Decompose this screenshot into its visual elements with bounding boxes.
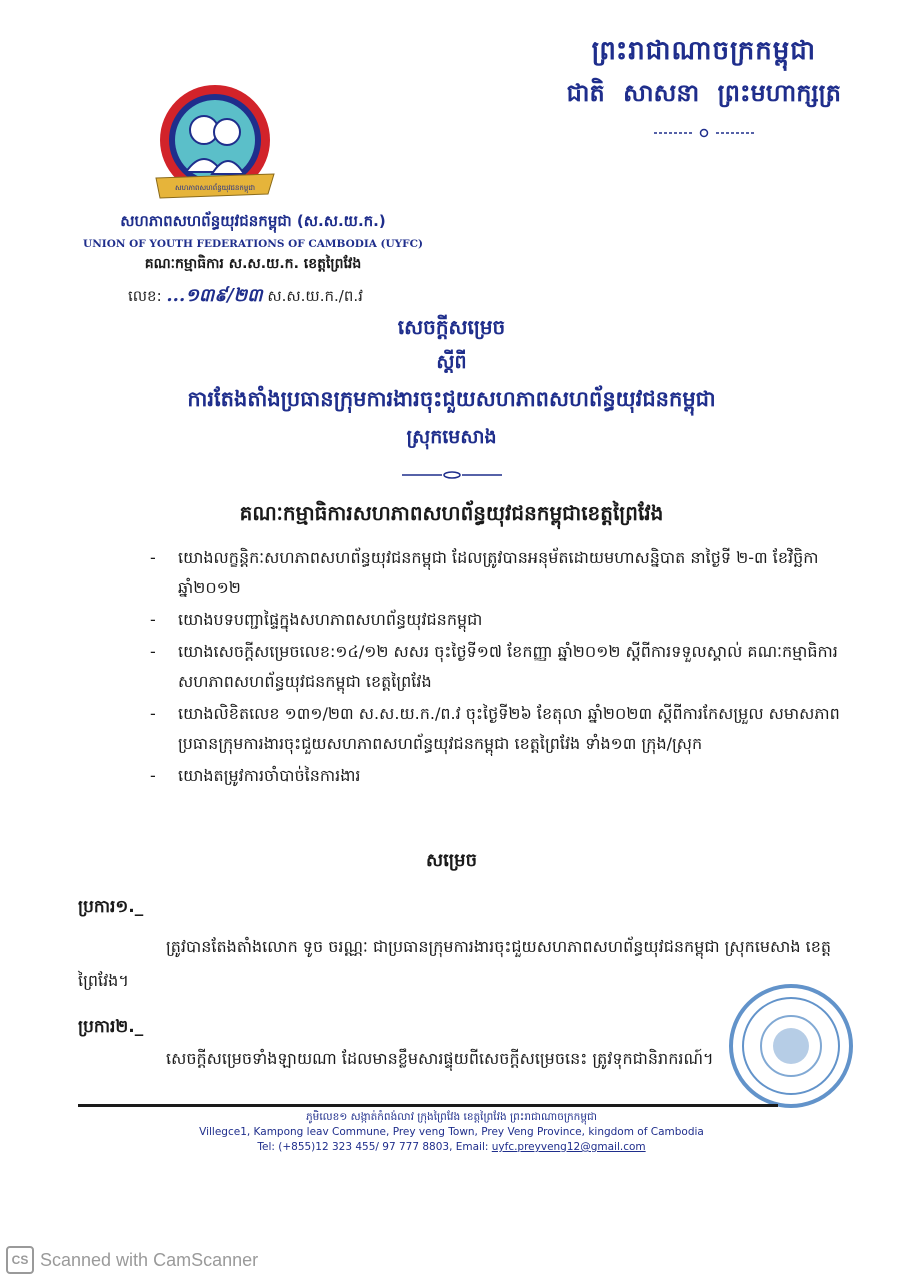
- list-dash: -: [150, 766, 156, 785]
- decision-heading: សម្រេច: [425, 850, 478, 871]
- kingdom-title: ព្រះរាជាណាចក្រកម្ពុជា: [591, 36, 817, 66]
- list-item-text: យោងលិខិតលេខ ១៣១/២៣ ស.ស.យ.ក./ព.វ ចុះថ្ងៃទី២៦ ខែតុលា ឆ្នាំ២០២៣ ស្ដីពីការកែសម្រួល សមាសភាពប្រធានក្រុមការងារចុះជួយសហភាពសហព័ន្ធយុវជនកម្ពុជា ខេត្តព្រៃវែង ទាំង១៣ ក្រុង/ស្រុក: [178, 704, 840, 753]
- footer-address-en: Villegce1, Kampong leav Commune, Prey veng Town, Prey Veng Province, kingdom of Cambodia: [199, 1126, 704, 1138]
- reference-suffix: ស.ស.យ.ក./ព.វ: [267, 287, 363, 305]
- kingdom-header: [567, 34, 841, 142]
- camscanner-text: Scanned with CamScanner: [40, 1249, 259, 1270]
- camscanner-watermark: [6, 1246, 258, 1274]
- issuing-committee: គណៈកម្មាធិការសហភាពសហព័ន្ធយុវជនកម្ពុជាខេត្តព្រៃវែង: [239, 501, 664, 525]
- organization-block: [78, 212, 428, 275]
- org-name-en: UNION OF YOUTH FEDERATIONS OF CAMBODIA (UYFC): [83, 238, 423, 250]
- list-item-text: យោងលក្ខន្តិកៈសហភាពសហព័ន្ធយុវជនកម្ពុជា ដែលត្រូវបានអនុម័តដោយមហាសន្និបាត នាថ្ងៃទី ២-៣ ខែវិច្ឆិកា ឆ្នាំ២០១២: [178, 548, 819, 597]
- ornament-divider: [567, 123, 841, 142]
- list-item: [150, 543, 850, 603]
- document-title: [0, 314, 903, 484]
- article-1-body: ត្រូវបានតែងតាំងលោក ទូច ចរណ្ណៈ ជាប្រធានក្រុមការងារចុះជួយសហភាពសហព័ន្ធយុវជនកម្ពុជា ស្រុកមេសាង ខេត្តព្រៃវែង។: [78, 937, 831, 990]
- article-1-heading: ប្រការ១._: [78, 897, 144, 917]
- org-name-kh: សហភាពសហព័ន្ធយុវជនកម្ពុជា (ស.ស.យ.ក.): [120, 212, 386, 230]
- list-item: [150, 761, 850, 791]
- title-ornament: [0, 465, 903, 484]
- camscanner-icon: CS: [6, 1246, 34, 1274]
- official-stamp: [716, 984, 866, 1114]
- reference-handwritten: ...១៣៩/២៣: [166, 285, 263, 306]
- title-subject: ការតែងតាំងប្រធានក្រុមការងារចុះជួយសហភាពសហព័ន្ធយុវជនកម្ពុជា: [187, 387, 716, 411]
- title-decision: សេចក្ដីសម្រេច: [397, 315, 506, 339]
- considerations-list: [150, 543, 850, 793]
- org-committee: គណៈកម្មាធិការ ស.ស.យ.ក. ខេត្តព្រៃវែង: [144, 256, 362, 272]
- logo-ribbon-text: សហភាពសហព័ន្ធយុវជនកម្ពុជា: [175, 184, 255, 192]
- title-district: ស្រុកមេសាង: [406, 426, 497, 448]
- footer-address-kh: ភូមិលេខ១ សង្កាត់កំពង់លាវ ក្រុងព្រៃវែង ខេត្តព្រៃវែង ព្រះរាជាណាចក្រកម្ពុជា: [306, 1111, 597, 1123]
- list-item: [150, 637, 850, 697]
- list-dash: -: [150, 610, 156, 629]
- footer-contact: [0, 1140, 903, 1155]
- footer-rule: [78, 1104, 778, 1107]
- footer-phone: Tel: (+855)12 323 455/ 97 777 8803, Email:: [257, 1141, 492, 1153]
- article-2-heading: ប្រការ២._: [78, 1017, 144, 1037]
- kingdom-motto: ជាតិ សាសនា ព្រះមហាក្សត្រ: [566, 79, 841, 107]
- title-regarding: ស្ដីពី: [436, 351, 467, 373]
- list-item: [150, 605, 850, 635]
- list-item-text: យោងបទបញ្ជាផ្ទៃក្នុងសហភាពសហព័ន្ធយុវជនកម្ពុជា: [178, 610, 483, 629]
- footer-email-link[interactable]: uyfc.preyveng12@gmail.com: [491, 1141, 646, 1153]
- list-dash: -: [150, 548, 156, 567]
- list-item-text: យោងតម្រូវការចាំបាច់នៃការងារ: [178, 766, 361, 785]
- article-2-body: សេចក្ដីសម្រេចទាំងឡាយណា ដែលមានខ្លឹមសារផ្ទុយពីសេចក្ដីសម្រេចនេះ ត្រូវទុកជានិរាករណ៍។: [166, 1049, 714, 1068]
- reference-number: [128, 283, 363, 310]
- reference-label: លេខ:: [128, 287, 162, 305]
- list-dash: -: [150, 704, 156, 723]
- list-dash: -: [150, 642, 156, 661]
- footer: [0, 1110, 903, 1155]
- uyfc-logo: [150, 82, 280, 212]
- list-item-text: យោងសេចក្ដីសម្រេចលេខ:១៤/១២ សសរ ចុះថ្ងៃទី១៧ ខែកញ្ញា ឆ្នាំ២០១២ ស្ដីពីការទទួលស្គាល់ គណៈកម្មាធិការសហភាពសហព័ន្ធយុវជនកម្ពុជា ខេត្តព្រៃវែង: [178, 642, 838, 691]
- list-item: [150, 699, 850, 759]
